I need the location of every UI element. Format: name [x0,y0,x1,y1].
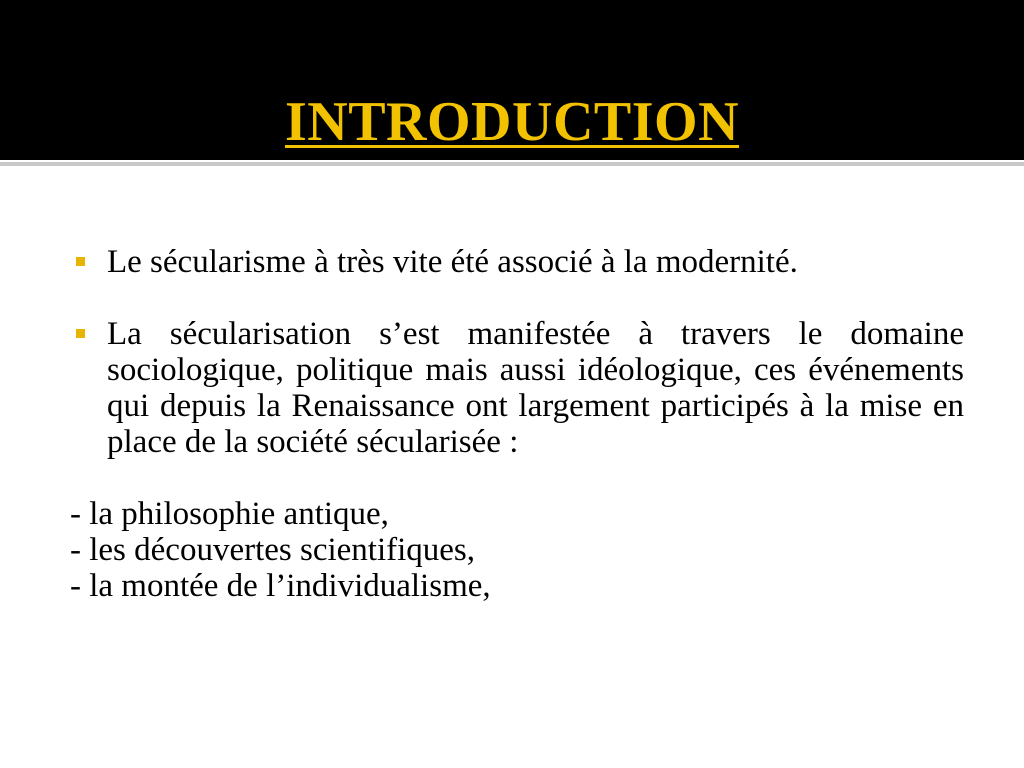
dash-list-item: - la philosophie antique, [70,496,389,532]
slide-body [70,244,964,604]
dash-list [70,496,964,604]
title-divider [0,162,1024,166]
bullet-item [70,316,964,460]
dash-list-item: - la montée de l’individualisme, [70,568,491,604]
bullet-text: Le sécularisme à très vite été associé à la modernité. [107,244,798,280]
square-bullet-icon [76,329,85,338]
bullet-text: La sécularisation s’est manifestée à travers le domaine sociologique, politique mais aussi idéologique, ces événements qui depuis la Renaissance ont largement participés à la mise en place de la société sécularisée : [107,316,964,460]
slide-title: INTRODUCTION [284,91,740,153]
dash-list-item: - les découvertes scientifiques, [70,532,476,568]
bullet-item [70,244,964,280]
square-bullet-icon [76,257,85,266]
